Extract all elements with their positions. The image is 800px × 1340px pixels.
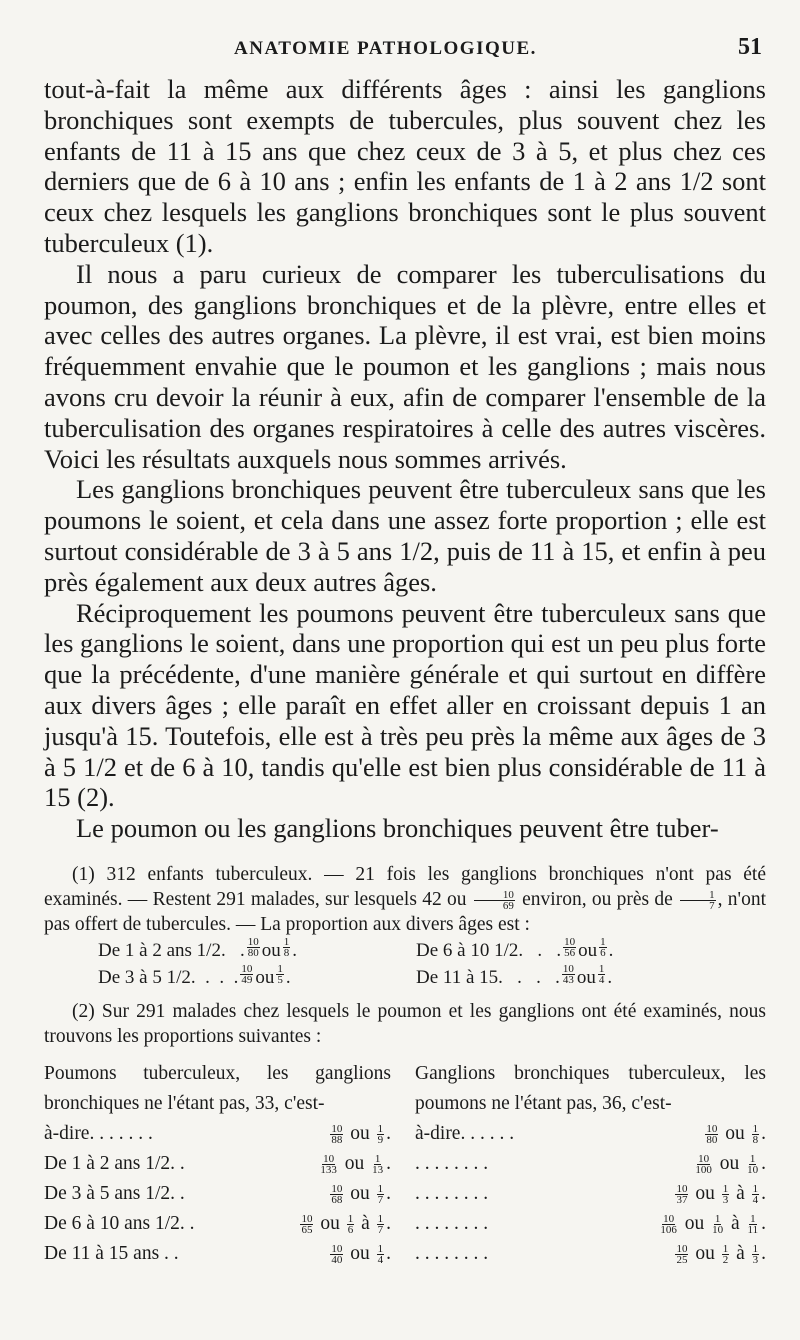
a-text: à	[736, 1182, 745, 1204]
footnote-2-columns	[44, 1059, 766, 1269]
age-label: De 6 à 10 ans 1/2. .	[44, 1212, 195, 1234]
fraction-denominator: 8	[752, 1133, 759, 1146]
fraction	[330, 1184, 343, 1205]
footnote-text: environ, ou près de	[522, 888, 673, 910]
fraction-denominator: 7	[377, 1193, 384, 1206]
proportion-row	[44, 964, 766, 991]
ou-text: ou	[350, 1122, 370, 1144]
fraction-denominator: 68	[331, 1193, 343, 1206]
fraction	[705, 1124, 718, 1145]
fraction-denominator: 65	[301, 1223, 313, 1236]
proportion-value	[673, 1239, 766, 1269]
proportion-value	[328, 1119, 391, 1149]
fraction	[330, 1124, 343, 1145]
column-ganglia	[405, 1059, 766, 1269]
paragraph: Les ganglions bronchiques peuvent être tuberculeux sans que les poumons le soient, et cela dans une assez forte proportion ; elle est surtout considérable de 3 à 5 ans 1/2, puis de 11 à 15, et enfin à peu près également aux deux autres âges.	[44, 474, 766, 597]
a-text: à	[736, 1242, 745, 1264]
ou-text: ou	[350, 1182, 370, 1204]
period-text: .	[761, 1242, 766, 1264]
ou-text: ou	[255, 966, 275, 988]
proportion-value	[703, 1119, 766, 1149]
fraction	[377, 1124, 385, 1145]
fraction-denominator: 10	[747, 1163, 759, 1176]
proportion-row	[415, 1179, 766, 1209]
fraction-numerator: 10	[247, 935, 259, 948]
fraction-denominator: 4	[752, 1193, 759, 1206]
period-text: .	[761, 1212, 766, 1234]
paragraph: Réciproquement les poumons peuvent être tuberculeux sans que les ganglions le soient, dans une proportion qui est un peu plus forte que la précédente, d'une manière générale et qui surtout en diffère aux divers âges ; elle paraît en effet aller en croissant depuis 1 an jusqu'à 15. Toutefois, elle est à très peu près la même aux âges de 3 à 5 1/2 et de 6 à 10, tandis qu'elle est bien plus considérable de 11 à 15 (2).	[44, 597, 767, 813]
ou-text: ou	[576, 966, 596, 988]
fraction-numerator: 10	[698, 1152, 710, 1165]
fraction-denominator: 7	[709, 899, 715, 912]
age-label: De 3 à 5 1/2. . . .	[98, 966, 239, 988]
fraction-denominator: 88	[331, 1133, 343, 1146]
ou-text: ou	[261, 939, 281, 961]
fraction-denominator: 4	[377, 1253, 384, 1266]
fraction	[711, 1214, 724, 1235]
fraction-numerator: 10	[706, 1122, 718, 1135]
fraction-denominator: 13	[372, 1163, 384, 1176]
proportion-cell	[416, 937, 613, 964]
proportion-value	[328, 1179, 391, 1209]
period-text: .	[386, 1242, 391, 1264]
fraction	[240, 964, 253, 991]
proportion-row	[415, 1119, 766, 1149]
fraction-denominator: 49	[241, 973, 253, 986]
page-number: 51	[738, 34, 762, 60]
fraction-numerator: 1	[377, 1122, 384, 1135]
a-text: à	[731, 1212, 740, 1234]
fraction-numerator: 10	[331, 1182, 343, 1195]
age-label: De 11 à 15. . . .	[416, 966, 560, 988]
fraction-denominator: 80	[247, 946, 259, 959]
fraction-numerator: 1	[377, 1242, 384, 1255]
age-label: De 1 à 2 ans 1/2. .	[44, 1152, 185, 1174]
fraction-numerator: 10	[474, 890, 515, 901]
fraction	[722, 1184, 730, 1205]
fraction-numerator: 1	[277, 962, 283, 975]
period-text: .	[386, 1152, 391, 1174]
fraction	[752, 1124, 760, 1145]
proportion-row	[44, 937, 766, 964]
proportion-value	[657, 1209, 766, 1239]
ou-text: ou	[695, 1182, 715, 1204]
fraction	[371, 1154, 384, 1175]
period-text: .	[761, 1122, 766, 1144]
age-label: . . . . . . . .	[415, 1152, 489, 1174]
fraction-denominator: 8	[283, 946, 290, 959]
proportion-value	[692, 1149, 766, 1179]
fraction	[474, 890, 515, 911]
proportion-value	[298, 1209, 391, 1239]
fraction-denominator: 100	[695, 1163, 712, 1176]
proportion-row	[44, 1179, 391, 1209]
age-label: De 3 à 5 ans 1/2. .	[44, 1182, 185, 1204]
proportion-value	[328, 1239, 391, 1269]
period-text: .	[386, 1122, 391, 1144]
period-text: .	[761, 1182, 766, 1204]
fraction	[377, 1214, 385, 1235]
fraction-denominator: 9	[377, 1133, 384, 1146]
fraction-numerator: 10	[676, 1242, 688, 1255]
proportion-cell	[98, 964, 416, 991]
fraction-numerator: 1	[347, 1212, 354, 1225]
ou-text: ou	[719, 1152, 740, 1174]
period-text: .	[386, 1212, 391, 1234]
period-text: .	[607, 966, 613, 988]
proportion-cell	[98, 937, 416, 964]
fraction-numerator: 1	[722, 1182, 729, 1195]
fraction-numerator: 1	[598, 962, 605, 975]
proportion-row	[44, 1209, 391, 1239]
fraction-denominator: 11	[747, 1223, 759, 1236]
fraction-denominator: 43	[562, 973, 574, 986]
age-label: De 6 à 10 1/2. . .	[416, 939, 562, 961]
proportion-row	[415, 1209, 766, 1239]
age-label: . . . . . . . .	[415, 1212, 489, 1234]
fraction-numerator: 10	[564, 935, 576, 948]
fraction	[598, 964, 606, 991]
proportion-row	[415, 1239, 766, 1269]
fraction-numerator: 10	[323, 1152, 335, 1165]
fraction	[722, 1244, 730, 1265]
fraction	[377, 1184, 385, 1205]
fraction	[330, 1244, 343, 1265]
fraction	[746, 1154, 759, 1175]
fraction-denominator: 40	[331, 1253, 343, 1266]
fraction-denominator: 69	[502, 899, 514, 912]
fraction-denominator: 10	[712, 1223, 724, 1236]
age-label: à-dire. . . . . .	[415, 1122, 515, 1144]
fraction-numerator: 1	[377, 1182, 384, 1195]
fraction-numerator: 10	[331, 1242, 343, 1255]
ou-text: ou	[578, 939, 598, 961]
fraction-numerator: 1	[750, 1212, 756, 1225]
fraction-numerator: 1	[752, 1182, 759, 1195]
ou-text: ou	[320, 1212, 340, 1234]
fraction-denominator: 7	[377, 1223, 384, 1236]
age-label: De 11 à 15 ans . .	[44, 1242, 179, 1264]
fraction-numerator: 1	[749, 1152, 756, 1165]
fraction	[319, 1154, 338, 1175]
column-rows	[415, 1119, 766, 1269]
proportion-row	[44, 1239, 391, 1269]
fraction	[675, 1244, 688, 1265]
fraction-numerator: 10	[331, 1122, 343, 1135]
proportion-value	[317, 1149, 391, 1179]
fraction	[659, 1214, 678, 1235]
fraction-numerator: 1	[377, 1212, 384, 1225]
fraction-denominator: 3	[722, 1193, 729, 1206]
fraction	[562, 964, 575, 991]
proportion-value	[673, 1179, 766, 1209]
age-label: . . . . . . . .	[415, 1182, 489, 1204]
period-text: .	[285, 966, 291, 988]
footnote-2: (2) Sur 291 malades chez lesquels le poumon et les ganglions ont été examinés, nous trouvons les proportions suivantes :	[44, 1000, 766, 1047]
fraction-numerator: 10	[676, 1182, 688, 1195]
column-heading: Poumons tuberculeux, les ganglions bronchiques ne l'étant pas, 33, c'est-	[44, 1062, 391, 1114]
period-text: .	[292, 939, 297, 961]
fraction-denominator: 2	[722, 1253, 729, 1266]
fraction-denominator: 80	[706, 1133, 718, 1146]
fraction-numerator: 1	[600, 935, 606, 948]
fraction-numerator: 1	[374, 1152, 381, 1165]
paragraph: Le poumon ou les ganglions bronchiques peuvent être tuber-	[76, 813, 719, 844]
running-head-title: ANATOMIE PATHOLOGIQUE.	[234, 38, 537, 59]
ou-text: ou	[695, 1242, 715, 1264]
ou-text: ou	[684, 1212, 705, 1234]
fraction-numerator: 1	[283, 935, 290, 948]
footnote-text: , n'ont pas offert de tubercules. — La proportion aux divers âges est :	[44, 888, 766, 935]
age-label: De 1 à 2 ans 1/2. .	[98, 939, 245, 961]
a-text: à	[361, 1212, 370, 1234]
fraction-numerator: 10	[663, 1212, 675, 1225]
fraction-numerator: 1	[752, 1122, 759, 1135]
fraction	[283, 937, 291, 964]
period-text: .	[608, 939, 614, 961]
fraction-denominator: 37	[676, 1193, 688, 1206]
proportion-row	[44, 1119, 391, 1149]
fraction-denominator: 3	[752, 1253, 759, 1266]
fraction-numerator: 10	[241, 962, 253, 975]
paragraph: Il nous a paru curieux de comparer les tuberculisations du poumon, des ganglions bronchiques et de la plèvre, entre elles et avec celles des autres organes. La plèvre, il est vrai, est bien moins fréquemment envahie que le poumon et les ganglions ; mais nous avons cru devoir la réunir à eux, afin de comparer l'ensemble de la tuberculisation des organes respiratoires à celle des autres viscères. Voici les résultats auxquels nous sommes arrivés.	[44, 258, 766, 474]
footnotes	[44, 862, 766, 1269]
proportion-cell	[416, 964, 612, 991]
fraction-denominator: 106	[660, 1223, 677, 1236]
fraction-denominator: 6	[600, 946, 606, 959]
fraction-numerator: 1	[752, 1242, 759, 1255]
proportion-row	[44, 1149, 391, 1179]
footnote-1	[44, 862, 766, 937]
fraction-numerator: 1	[714, 1212, 721, 1225]
fraction-numerator: 1	[722, 1242, 729, 1255]
fraction-numerator: 10	[562, 962, 574, 975]
fraction	[347, 1214, 355, 1235]
fraction-denominator: 5	[277, 973, 283, 986]
fraction	[680, 890, 716, 911]
main-text	[44, 74, 766, 844]
column-lungs	[44, 1059, 405, 1269]
fraction	[747, 1214, 760, 1235]
fraction	[675, 1184, 688, 1205]
age-label: à-dire. . . . . . .	[44, 1122, 153, 1144]
footnote-text: (1) 312 enfants tuberculeux. — 21 fois les ganglions bronchiques n'ont pas été examinés. — Restent 291 malades, sur lesquels 42 ou	[44, 863, 766, 910]
column-rows	[44, 1119, 391, 1269]
fraction-numerator: 1	[680, 890, 716, 901]
proportion-table-1	[44, 937, 766, 991]
fraction-numerator: 10	[301, 1212, 313, 1225]
ou-text: ou	[344, 1152, 365, 1174]
fraction	[247, 937, 260, 964]
proportion-row	[415, 1149, 766, 1179]
period-text: .	[761, 1152, 766, 1174]
running-head	[44, 30, 766, 72]
fraction	[752, 1184, 760, 1205]
period-text: .	[386, 1182, 391, 1204]
fraction	[300, 1214, 313, 1235]
ou-text: ou	[350, 1242, 370, 1264]
age-label: . . . . . . . .	[415, 1242, 489, 1264]
fraction-denominator: 6	[347, 1223, 354, 1236]
fraction	[599, 937, 607, 964]
fraction	[694, 1154, 713, 1175]
fraction	[377, 1244, 385, 1265]
fraction	[752, 1244, 760, 1265]
fraction	[276, 964, 284, 991]
fraction-denominator: 4	[598, 973, 605, 986]
paragraph: tout-à-fait la même aux différents âges : ainsi les ganglions bronchiques sont exempts de tubercules, plus souvent chez les enfants de 11 à 15 ans que chez ceux de 3 à 5, et plus chez ces derniers que de 6 à 10 ans ; enfin les enfants de 1 à 2 ans 1/2 sont ceux chez lesquels les ganglions bronchiques sont le plus souvent tuberculeux (1).	[44, 74, 766, 258]
fraction-denominator: 133	[320, 1163, 337, 1176]
fraction	[563, 937, 576, 964]
ou-text: ou	[725, 1122, 745, 1144]
column-heading: Ganglions bronchiques tuberculeux, les poumons ne l'étant pas, 36, c'est-	[415, 1062, 766, 1114]
fraction-denominator: 56	[564, 946, 576, 959]
fraction-denominator: 25	[676, 1253, 688, 1266]
